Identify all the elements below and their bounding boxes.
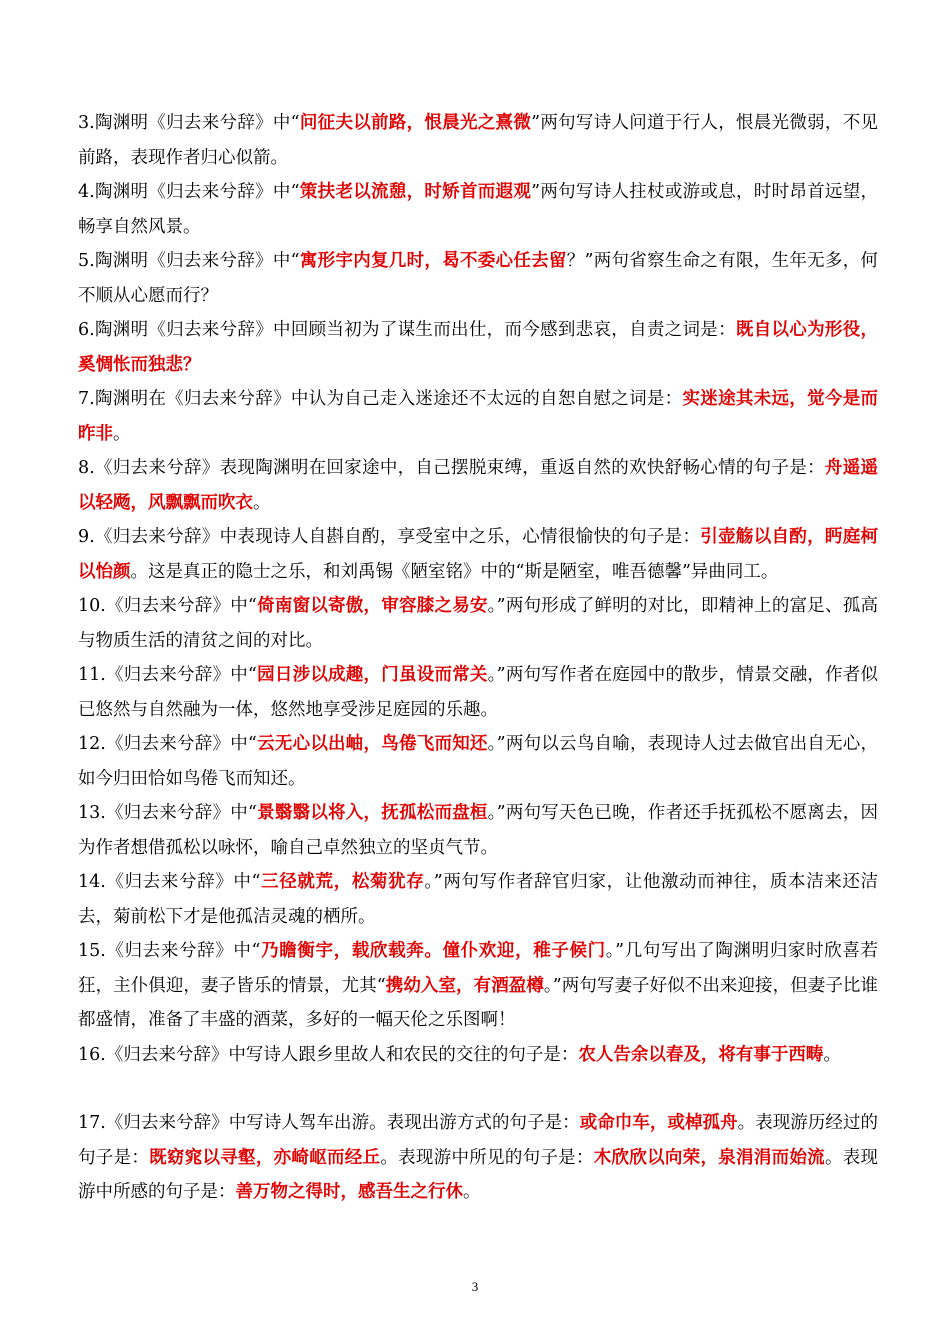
item-text: 4.陶渊明《归去来兮辞》中“ — [78, 182, 300, 202]
list-item — [78, 244, 878, 313]
item-text: 。 — [463, 1182, 481, 1202]
quoted-verse: 或命巾车，或棹孤舟 — [579, 1113, 738, 1133]
quoted-verse: 引壶觞以自酌，眄庭柯以怡颜 — [78, 527, 879, 582]
quoted-verse: 实迷途其未远，觉今是而昨非 — [78, 389, 879, 444]
list-item — [78, 1038, 878, 1073]
item-text: 9.《归去来兮辞》中表现诗人自斟自酌，享受室中之乐，心情很愉快的句子是： — [78, 527, 701, 547]
list-item — [78, 865, 878, 934]
quoted-verse: 善万物之得时，感吾生之行休 — [235, 1182, 463, 1202]
item-text: 。”两句形成了鲜明的对比，即精神上的富足、孤高与物质生活的清贫之间的对比。 — [78, 596, 879, 651]
quoted-verse: 倚南窗以寄傲，审容膝之易安 — [256, 596, 488, 616]
item-text: 8.《归去来兮辞》表现陶渊明在回家途中，自己摆脱束缚，重返自然的欢快舒畅心情的句子是： — [78, 458, 825, 478]
item-text: 。”两句以云鸟自喻，表现诗人过去做官出自无心，如今归田恰如鸟倦飞而知还。 — [78, 734, 879, 789]
list-item — [78, 520, 878, 589]
item-text: 15.《归去来兮辞》中“ — [78, 941, 261, 961]
list-item — [78, 1106, 878, 1210]
item-text: 。 — [253, 492, 271, 513]
item-text: 。”两句写天色已晚，作者还手抚孤松不愿离去，因为作者想借孤松以咏怀，喻自己卓然独立的坚贞气节。 — [78, 803, 879, 858]
list-item — [78, 658, 878, 727]
item-text: 。表现游中所感的句子是： — [78, 1147, 879, 1202]
quoted-verse: 问征夫以前路，恨晨光之熹微 — [299, 113, 532, 133]
quoted-verse: 寓形宇内复几时，曷不委心任去留 — [299, 251, 567, 271]
list-item — [78, 175, 878, 244]
item-text: 。这是真正的隐士之乐，和刘禹锡《陋室铭》中的“斯是陋室，唯吾德馨”异曲同工。 — [130, 561, 779, 582]
item-text: ”两句写诗人问道于行人，恨晨光微弱，不见前路，表现作者归心似箭。 — [78, 113, 878, 168]
item-text: 。表现游历经过的句子是： — [78, 1113, 878, 1168]
quoted-verse: 乃瞻衡宇，载欣载奔。僮仆欢迎，稚子候门 — [260, 941, 606, 961]
item-text: 13.《归去来兮辞》中“ — [78, 803, 257, 823]
item-text: 。 — [113, 423, 131, 444]
quoted-verse: 园日涉以成趣，门虽设而常关 — [256, 665, 488, 685]
list-item — [78, 451, 878, 520]
item-list — [78, 106, 878, 1210]
quoted-verse: 既窈窕以寻壑，亦崎岖而经丘 — [149, 1147, 381, 1168]
item-text: 14.《归去来兮辞》中“ — [78, 872, 261, 892]
list-item — [78, 313, 878, 382]
page-number: 3 — [471, 1279, 479, 1294]
paragraph-gap — [78, 1072, 878, 1106]
list-item — [78, 796, 878, 865]
item-text: 16.《归去来兮辞》中写诗人跟乡里故人和农民的交往的句子是： — [78, 1044, 579, 1065]
quoted-verse: 策扶老以流憩，时矫首而遐观 — [299, 182, 532, 202]
item-text: 10.《归去来兮辞》中“ — [78, 596, 257, 616]
quoted-verse: 景翳翳以将入，抚孤松而盘桓 — [256, 803, 488, 823]
item-text: 。”两句写妻子好似不出来迎接，但妻子比谁都盛情，准备了丰盛的酒菜，多好的一幅天伦之乐图啊！ — [78, 975, 878, 1030]
item-text: 11.《归去来兮辞》中“ — [78, 665, 257, 685]
item-text: 。”几句写出了陶渊明归家时欣喜若狂，主仆俱迎，妻子皆乐的情景，尤其“ — [78, 941, 878, 996]
item-text: 6.陶渊明《归去来兮辞》中回顾当初为了谋生而出仕，而今感到悲哀，自责之词是： — [78, 320, 736, 340]
list-item — [78, 106, 878, 175]
list-item — [78, 382, 878, 451]
item-text: ？”两句省察生命之有限，生年无多，何不顺从心愿而行？ — [78, 251, 879, 306]
item-text: 。 — [823, 1044, 841, 1065]
item-text: 17.《归去来兮辞》中写诗人驾车出游。表现出游方式的句子是： — [78, 1113, 580, 1133]
item-text: 12.《归去来兮辞》中“ — [78, 734, 257, 754]
quoted-verse: 农人告余以春及，将有事于西畴 — [578, 1044, 824, 1065]
item-text: ”两句写诗人拄杖或游或息，时时昂首远望，畅享自然风景。 — [78, 182, 878, 237]
quoted-verse: 舟遥遥以轻飏，风飘飘而吹衣 — [78, 458, 878, 513]
quoted-verse: 既自以心为形役，奚惆怅而独悲？ — [78, 320, 879, 375]
list-item — [78, 934, 878, 1038]
item-text: 7.陶渊明在《归去来兮辞》中认为自己走入迷途还不太远的自恕自慰之词是： — [78, 389, 683, 409]
quoted-verse: 携幼入室，有酒盈樽 — [385, 975, 544, 996]
quoted-verse: 云无心以出岫，鸟倦飞而知还 — [256, 734, 488, 754]
item-text: 。”两句写作者辞官归家，让他激动而神往，质本洁来还洁去，菊前松下才是他孤洁灵魂的栖所。 — [78, 872, 879, 927]
item-text: 。表现游中所见的句子是： — [380, 1147, 594, 1168]
item-text: 5.陶渊明《归去来兮辞》中“ — [78, 251, 300, 271]
list-item — [78, 727, 878, 796]
list-item — [78, 589, 878, 658]
item-text: 3.陶渊明《归去来兮辞》中“ — [78, 113, 300, 133]
quoted-verse: 三径就荒，松菊犹存 — [260, 872, 425, 892]
item-text: 。”两句写作者在庭园中的散步，情景交融，作者似已悠然与自然融为一体，悠然地享受涉足庭园的乐趣。 — [78, 665, 879, 720]
quoted-verse: 木欣欣以向荣，泉涓涓而始流 — [593, 1147, 825, 1168]
document-body — [78, 106, 878, 1210]
